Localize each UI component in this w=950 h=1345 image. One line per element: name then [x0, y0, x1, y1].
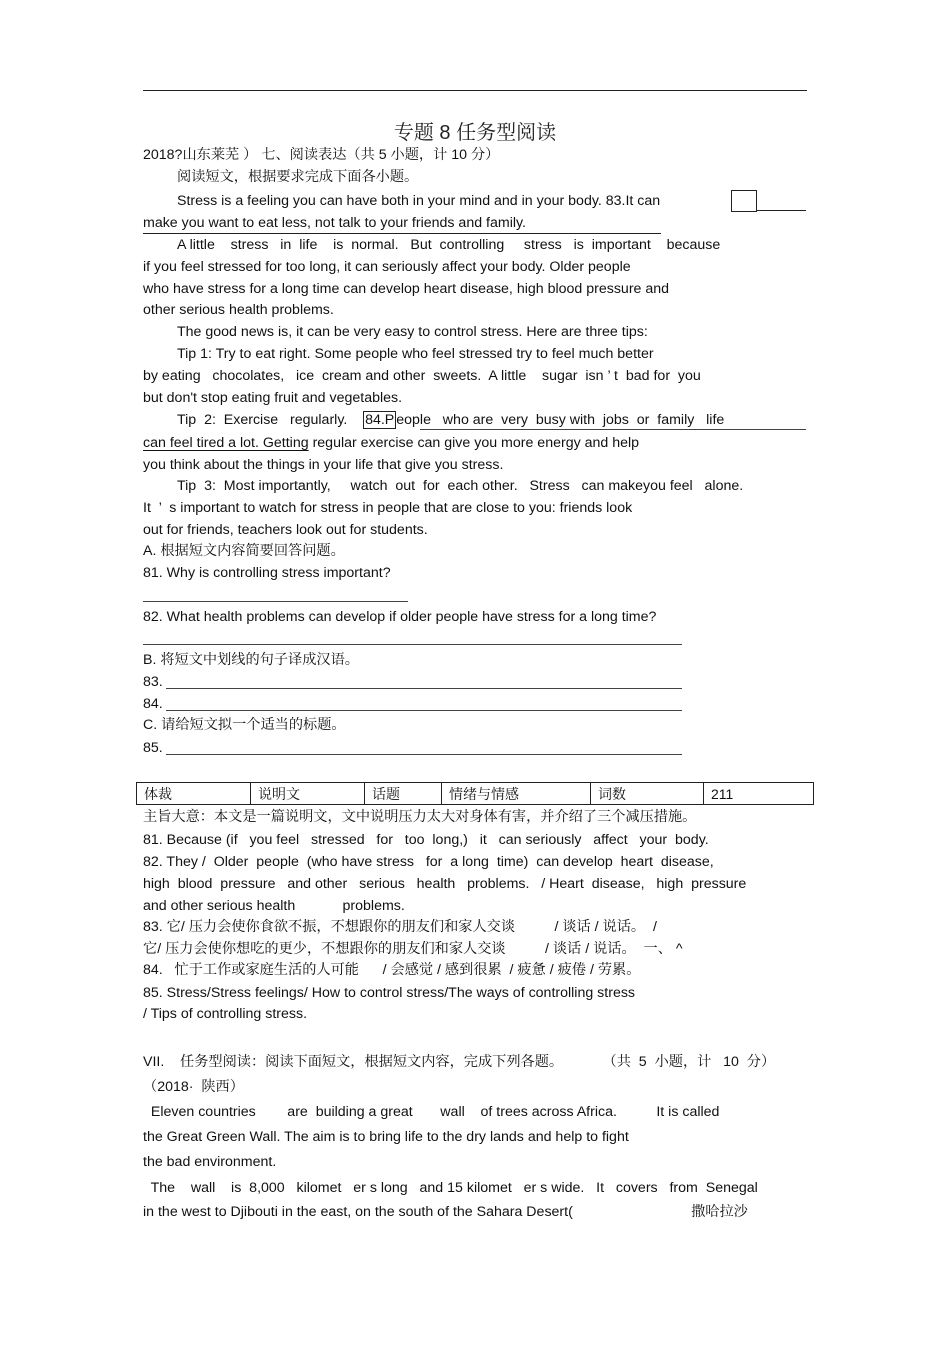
answer-blank-81[interactable] [143, 601, 408, 602]
topic-label: 话题 [365, 783, 442, 805]
answer-81: 81. Because (if you feel stressed for too long,) it can seriously affect your body. [143, 832, 709, 848]
marker-line-83 [757, 210, 806, 211]
marker-box-84: 84.P [365, 412, 395, 428]
tip2-line2-rest: regular exercise can give you more energy and help [308, 435, 640, 451]
section2-p2-line2: in the west to Djibouti in the east, on the south of the Sahara Desert( 撒哈拉沙 [143, 1204, 748, 1220]
passage-p2-line3: who have stress for a long time can develop heart disease, high blood pressure and [143, 281, 670, 297]
word-count-value: 211 [704, 783, 814, 805]
section2-source: （2018· 陕西） [143, 1079, 244, 1095]
tip2-line3: you think about the things in your life that give you stress. [143, 457, 504, 473]
passage-p2-line2: if you feel stressed for too long, it can seriously affect your body. Older people [143, 259, 631, 275]
underline-83 [143, 233, 661, 234]
genre-value: 说明文 [251, 783, 365, 805]
marker-box-83 [731, 190, 757, 212]
question-83-label: 83. [143, 674, 163, 690]
answer-82-line3: and other serious health problems. [143, 898, 405, 914]
section2-p1-line3: the bad environment. [143, 1154, 277, 1170]
answer-summary: 主旨大意：本文是一篇说明文，文中说明压力太大对身体有害，并介绍了三个减压措施。 [143, 809, 697, 825]
section1-instruction: 阅读短文，根据要求完成下面各小题。 [177, 169, 419, 185]
answer-blank-85[interactable] [166, 754, 682, 755]
answer-blank-82[interactable] [143, 644, 682, 645]
question-85-label: 85. [143, 740, 163, 756]
section2-p1-line1: Eleven countries are building a great wall of trees across Africa. It is called [143, 1104, 720, 1120]
answer-83-line1: 83. 它/ 压力会使你食欲不振，不想跟你的朋友们和家人交谈 / 谈话 / 说话。 / [143, 919, 657, 935]
table-row [137, 783, 814, 805]
underline-84 [420, 429, 806, 430]
answer-85-line1: 85. Stress/Stress feelings/ How to control stress/The ways of controlling stress [143, 985, 636, 1001]
passage-p1-line2-underlined: make you want to eat less, not talk to your friends and family. [143, 215, 526, 231]
section1-source: 2018?山东莱芜 ） 七、阅读表达（共 5 小题，计 10 分） [143, 147, 500, 163]
question-84-label: 84. [143, 696, 163, 712]
part-a-heading: A. 根据短文内容简要回答问题。 [143, 543, 345, 559]
tip2-rest: eople who are very busy with jobs or family life [396, 412, 725, 428]
section2-p1-line2: the Great Green Wall. The aim is to bring life to the dry lands and help to fight [143, 1129, 629, 1145]
answer-blank-84[interactable] [166, 710, 682, 711]
tip1-line1: Tip 1: Try to eat right. Some people who feel stressed try to feel much better [177, 346, 654, 362]
passage-info-table [136, 782, 814, 805]
tip3-line1: Tip 3: Most importantly, watch out for each other. Stress can makeyou feel alone. [177, 478, 744, 494]
question-81: 81. Why is controlling stress important? [143, 565, 391, 581]
page-title: 专题 8 任务型阅读 [393, 122, 557, 144]
header-rule [143, 90, 807, 91]
passage-p3: The good news is, it can be very easy to control stress. Here are three tips: [177, 324, 648, 340]
answer-82-line1: 82. They / Older people (who have stress for a long time) can develop heart disease, [143, 854, 714, 870]
tip2-lead: Tip 2: Exercise regularly. [177, 412, 364, 428]
tip3-line2: It ’ s important to watch for stress in people that are close to you: friends look [143, 500, 633, 516]
answer-84: 84. 忙于工作或家庭生活的人可能 / 会感觉 / 感到很累 / 疲惫 / 疲倦 / 劳累。 [143, 962, 641, 978]
section2-heading: VII. 任务型阅读：阅读下面短文，根据短文内容，完成下列各题。 （共 5 小题，计 10 分） [143, 1054, 776, 1070]
tip2-underlined: can feel tired a lot. Getting [143, 435, 309, 451]
topic-value: 情绪与情感 [442, 783, 591, 805]
part-b-heading: B. 将短文中划线的句子译成汉语。 [143, 652, 359, 668]
answer-blank-83[interactable] [166, 688, 682, 689]
question-82: 82. What health problems can develop if older people have stress for a long time? [143, 609, 657, 625]
answer-82-line2: high blood pressure and other serious health problems. / Heart disease, high pressure [143, 876, 747, 892]
passage-p2-line1: A little stress in life is normal. But controlling stress is important because [177, 237, 721, 253]
tip2-line2 [143, 434, 639, 452]
genre-label: 体裁 [137, 783, 251, 805]
answer-83-line2: 它/ 压力会使你想吃的更少，不想跟你的朋友们和家人交谈 / 谈话 / 说话。 一、 ^ [143, 941, 683, 957]
answer-85-line2: / Tips of controlling stress. [143, 1006, 308, 1022]
tip1-line2: by eating chocolates, ice cream and other sweets. A little sugar isn ’ t bad for you [143, 368, 701, 384]
word-count-label: 词数 [591, 783, 704, 805]
passage-p2-line4: other serious health problems. [143, 302, 334, 318]
part-c-heading: C. 请给短文拟一个适当的标题。 [143, 717, 346, 733]
tip3-line3: out for friends, teachers look out for students. [143, 522, 428, 538]
tip2-line1 [143, 411, 724, 429]
section2-p2-line1: The wall is 8,000 kilomet er s long and 15 kilomet er s wide. It covers from Senegal [143, 1180, 758, 1196]
passage-p1-line1: Stress is a feeling you can have both in your mind and in your body. 83.It can [177, 193, 661, 209]
tip1-line3: but don't stop eating fruit and vegetables. [143, 390, 403, 406]
